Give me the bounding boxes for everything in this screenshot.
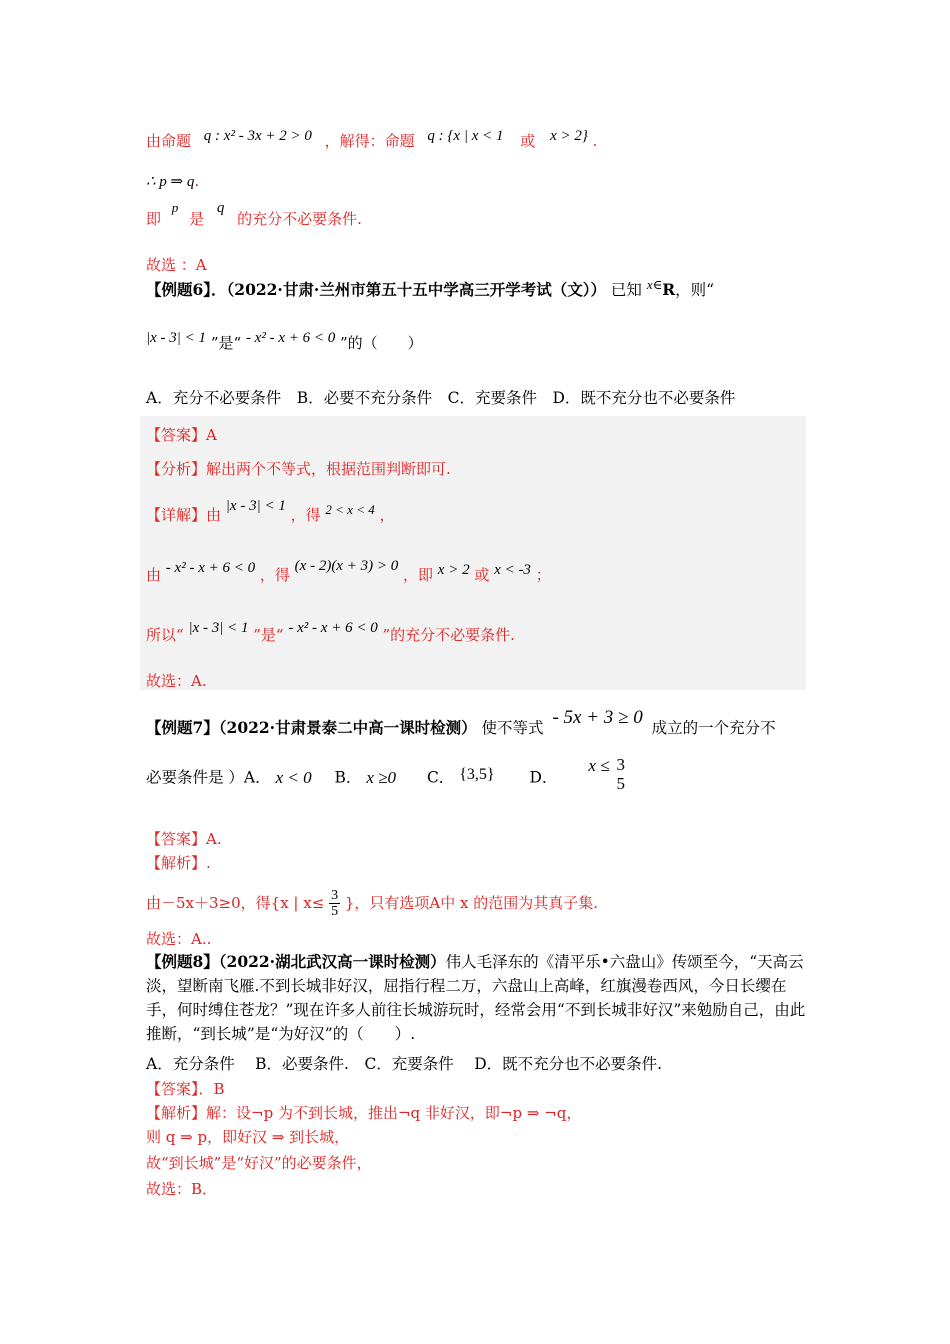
numerator: 3 — [331, 888, 339, 903]
text: ，得 — [259, 566, 290, 584]
analysis: 【分析】解出两个不等式，根据范围判断即可. — [146, 460, 451, 478]
detail-line-3 — [146, 620, 515, 645]
text: ， — [379, 506, 395, 524]
math: - x² - x + 6 < 0 — [245, 330, 336, 346]
math: (x - 2)(x + 3) > 0 — [294, 558, 399, 574]
text: 的充分不必要条件. — [237, 210, 362, 228]
text: 已知 — [610, 281, 642, 299]
text: 使不等式 — [481, 719, 544, 737]
example-7-options — [146, 755, 627, 797]
option-d: x ≤ — [588, 755, 610, 775]
fraction — [615, 756, 628, 793]
math: R — [662, 280, 676, 299]
math: q : x² - 3x + 2 > 0 — [203, 128, 312, 144]
solution-line-3 — [146, 200, 362, 229]
answer: 【答案】A. — [146, 830, 222, 848]
text: 由命题 — [146, 132, 192, 150]
math: x > 2 — [437, 562, 470, 578]
text: . — [194, 172, 200, 190]
text: }，只有选项A中 x 的范围为其真子集. — [344, 893, 598, 912]
math: - x² - x + 6 < 0 — [165, 560, 256, 576]
example-8-options: A．充分条件 B．必要条件. C．充要条件 D．既不充分也不必要条件. — [146, 1055, 663, 1073]
text: D． — [529, 768, 558, 787]
text: C． — [426, 768, 455, 787]
final-answer: 故选：A. — [146, 672, 207, 690]
solution-line-1 — [146, 130, 597, 151]
math: |x - 3| < 1 — [225, 498, 286, 514]
numerator: 3 — [616, 755, 625, 774]
text: ”的（ ） — [340, 334, 423, 352]
math: q — [216, 200, 225, 216]
solution-line-3: 故“到长城”是“好汉”的必要条件， — [146, 1154, 372, 1172]
text: 或 — [520, 132, 536, 150]
example-label: 【例题6】．（2022·甘肃·兰州市第五十五中学高三开学考试（文）） — [146, 280, 606, 299]
text: 即 — [146, 210, 162, 228]
denominator: 5 — [331, 904, 339, 920]
option-a: x < 0 — [275, 767, 312, 787]
example-label: 【例题8】（2022·湖北武汉高一课时检测） — [146, 952, 446, 971]
math: p — [171, 200, 179, 215]
example-6-question — [146, 332, 423, 353]
solution-line-4: 故选 ：A — [146, 256, 207, 274]
text: 必要条件是 ）A． — [146, 768, 271, 787]
example-8-question — [146, 950, 810, 1046]
solution-line-2 — [146, 172, 199, 191]
math: ∴ p ⇒ q — [146, 174, 195, 190]
option-b: x ≥0 — [366, 767, 396, 787]
answer: 【答案】A — [146, 426, 217, 444]
solution-line-2: 则 q ⇒ p，即好汉 ⇒ 到长城， — [146, 1128, 350, 1146]
example-6-title — [146, 278, 714, 300]
math: x∈ — [646, 277, 663, 292]
text: ”是“ — [210, 334, 242, 352]
example-6-options: A．充分不必要条件 B．必要不充分条件 C．充要条件 D．既不充分也不必要条件 — [146, 389, 736, 407]
detail-line-2 — [146, 558, 551, 585]
fraction — [329, 888, 340, 920]
math: - x² - x + 6 < 0 — [288, 620, 378, 636]
example-7-title — [146, 707, 776, 739]
text: 成立的一个充分不 — [651, 719, 776, 737]
text: B． — [334, 768, 362, 787]
question-text: 伟人毛泽东的《清平乐•六盘山》传颂至今，“天高云淡，望断南飞雁.不到长城非好汉，屈指行程二万，六盘山上高峰，红旗漫卷西风，今日长缨在手，何时缚住苍龙？”现在许多人前往长城游玩时，经常会用“不到长城非好汉”来勉励自己，由此推断，“到长城”是“为好汉”的（ ）. — [146, 953, 806, 1043]
text: ，解得：命题 — [324, 132, 415, 150]
math: |x - 3| < 1 — [146, 330, 207, 346]
solution-line-4: 故选：B． — [146, 1180, 218, 1198]
text: ，则“ — [675, 281, 715, 299]
text: 【详解】由 — [146, 506, 222, 524]
text: 所以“ — [146, 626, 184, 644]
math: - 5x + 3 ≥ 0 — [552, 707, 643, 728]
option-c: {3,5} — [459, 765, 495, 783]
text: 是 — [189, 210, 205, 228]
text: ； — [535, 566, 551, 584]
math: 2 < x < 4 — [325, 502, 375, 517]
denominator: 5 — [616, 773, 625, 793]
text: 或 — [474, 566, 490, 584]
text: ”是“ — [253, 626, 284, 644]
solution-line-1: 【解析】解：设¬p 为不到长城，推出¬q 非好汉，即¬p ⇒ ¬q， — [146, 1104, 582, 1122]
math: q : {x | x < 1 — [427, 128, 504, 144]
detail-line-1 — [146, 498, 395, 525]
math: x < -3 — [494, 562, 531, 578]
text: . — [592, 132, 598, 150]
answer: 【答案】．B — [146, 1080, 225, 1098]
analysis: 【解析】. — [146, 854, 211, 872]
text: ，即 — [403, 566, 434, 584]
example-label: 【例题7】（2022·甘肃景泰二中高一课时检测） — [146, 718, 477, 737]
math: x > 2} — [550, 128, 588, 144]
text: 由 — [146, 566, 162, 584]
solution-line — [146, 888, 598, 920]
math: |x - 3| < 1 — [188, 620, 249, 636]
text: 由－5x＋3≥0，得{x | x≤ — [146, 893, 325, 912]
final-answer: 故选：A.. — [146, 930, 212, 948]
text: ”的充分不必要条件. — [382, 626, 515, 644]
text: ，得 — [290, 506, 321, 524]
